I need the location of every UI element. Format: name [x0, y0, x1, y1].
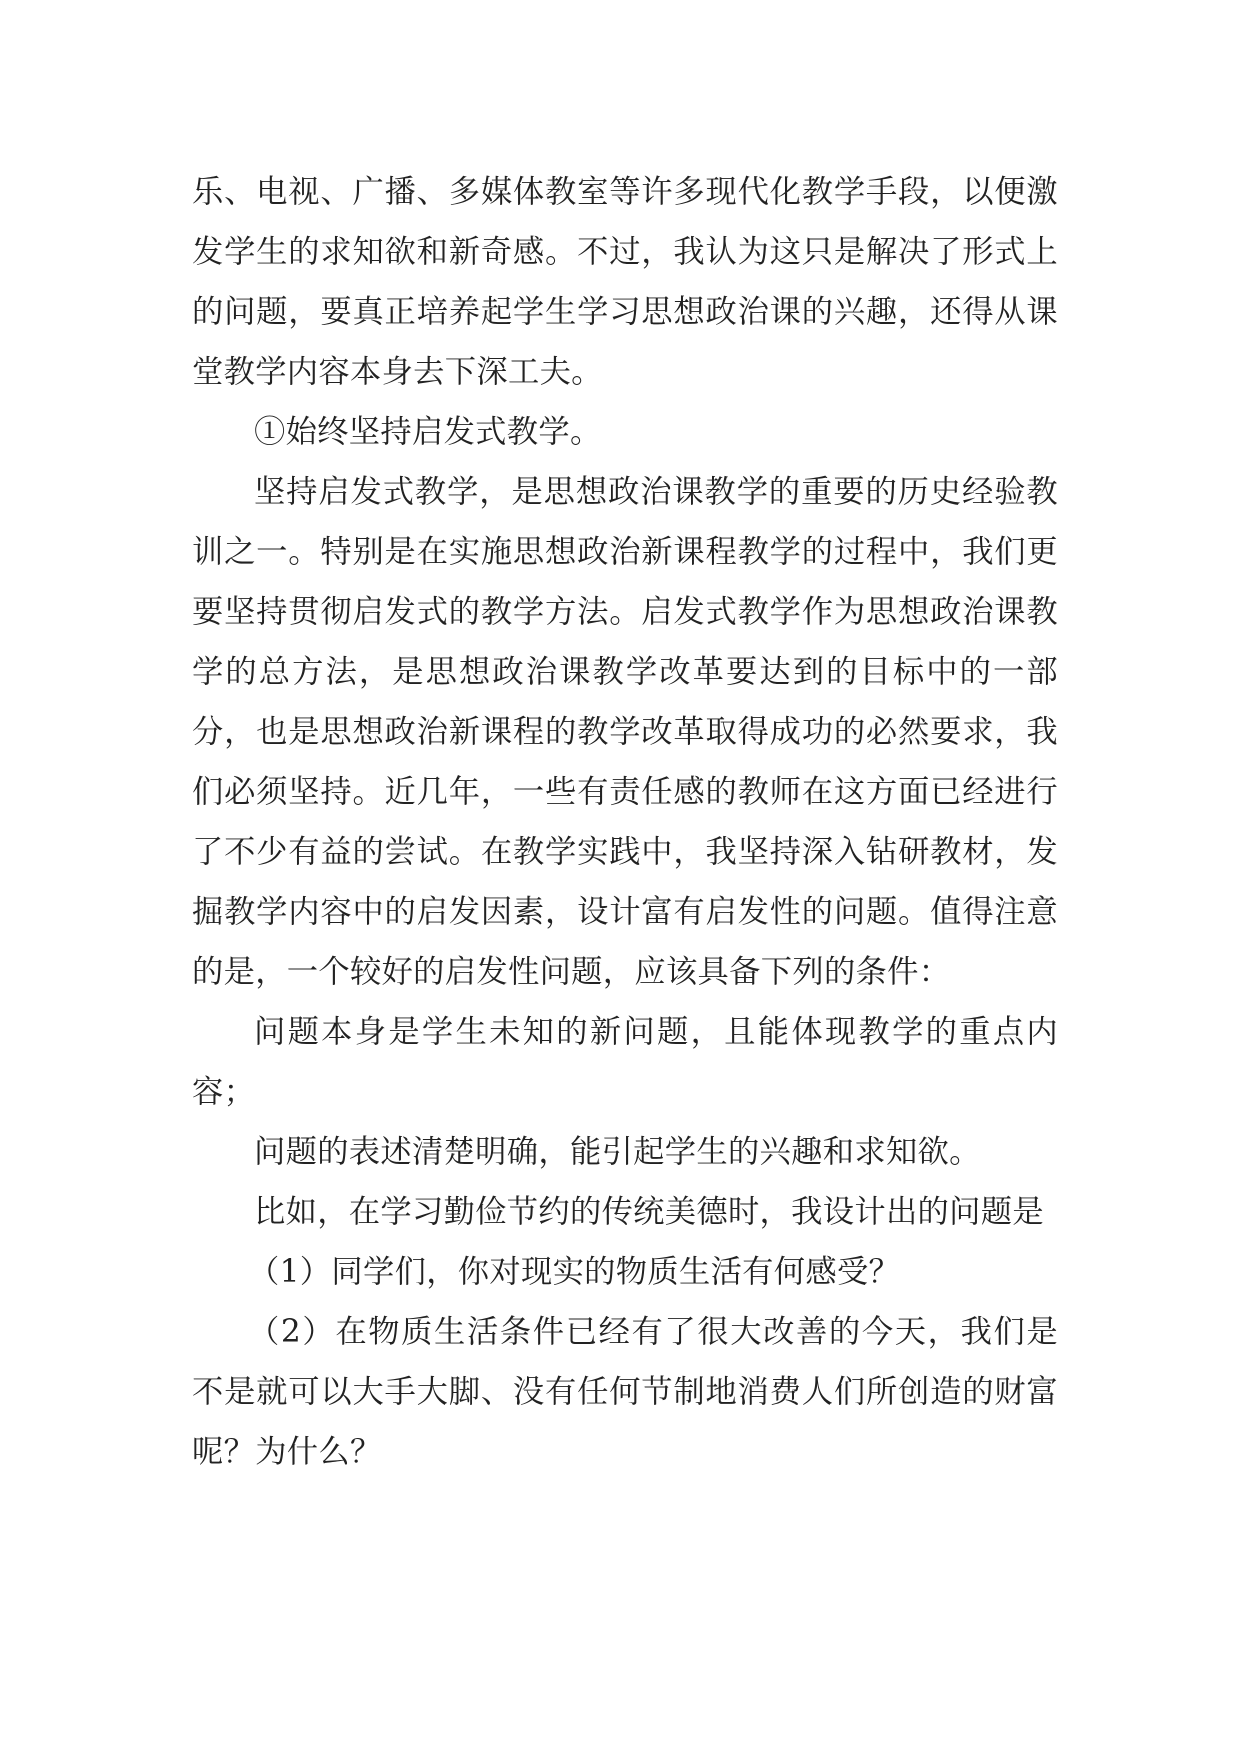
- paragraph-heading-heuristic-teaching: ①始终坚持启发式教学。: [254, 414, 602, 450]
- paragraph-example-intro: 比如，在学习勤俭节约的传统美德时，我设计出的问题是: [254, 1194, 1044, 1230]
- paragraph-condition-one: 问题本身是学生未知的新问题，且能体现教学的重点内容；: [192, 1014, 1058, 1110]
- paragraph-continuation: 乐、电视、广播、多媒体教室等许多现代化教学手段，以便激发学生的求知欲和新奇感。不过，我认为这只是解决了形式上的问题，要真正培养起学生学习思想政治课的兴趣，还得从课堂教学内容本身去下深工夫。: [192, 174, 1058, 390]
- paragraph-question-one: （1）同学们，你对现实的物质生活有何感受？: [248, 1254, 901, 1290]
- document-body: [192, 162, 1058, 1482]
- paragraph-heuristic-teaching-body: 坚持启发式教学，是思想政治课教学的重要的历史经验教训之一。特别是在实施思想政治新课程教学的过程中，我们更要坚持贯彻启发式的教学方法。启发式教学作为思想政治课教学的总方法，是思想政治课教学改革要达到的目标中的一部分，也是思想政治新课程的教学改革取得成功的必然要求，我们必须坚持。近几年，一些有责任感的教师在这方面已经进行了不少有益的尝试。在教学实践中，我坚持深入钻研教材，发掘教学内容中的启发因素，设计富有启发性的问题。值得注意的是，一个较好的启发性问题，应该具备下列的条件：: [192, 474, 1058, 990]
- paragraph-question-two: （2）在物质生活条件已经有了很大改善的今天，我们是不是就可以大手大脚、没有任何节制地消费人们所创造的财富呢？为什么？: [192, 1314, 1058, 1470]
- paragraph-condition-two: 问题的表述清楚明确，能引起学生的兴趣和求知欲。: [254, 1134, 981, 1170]
